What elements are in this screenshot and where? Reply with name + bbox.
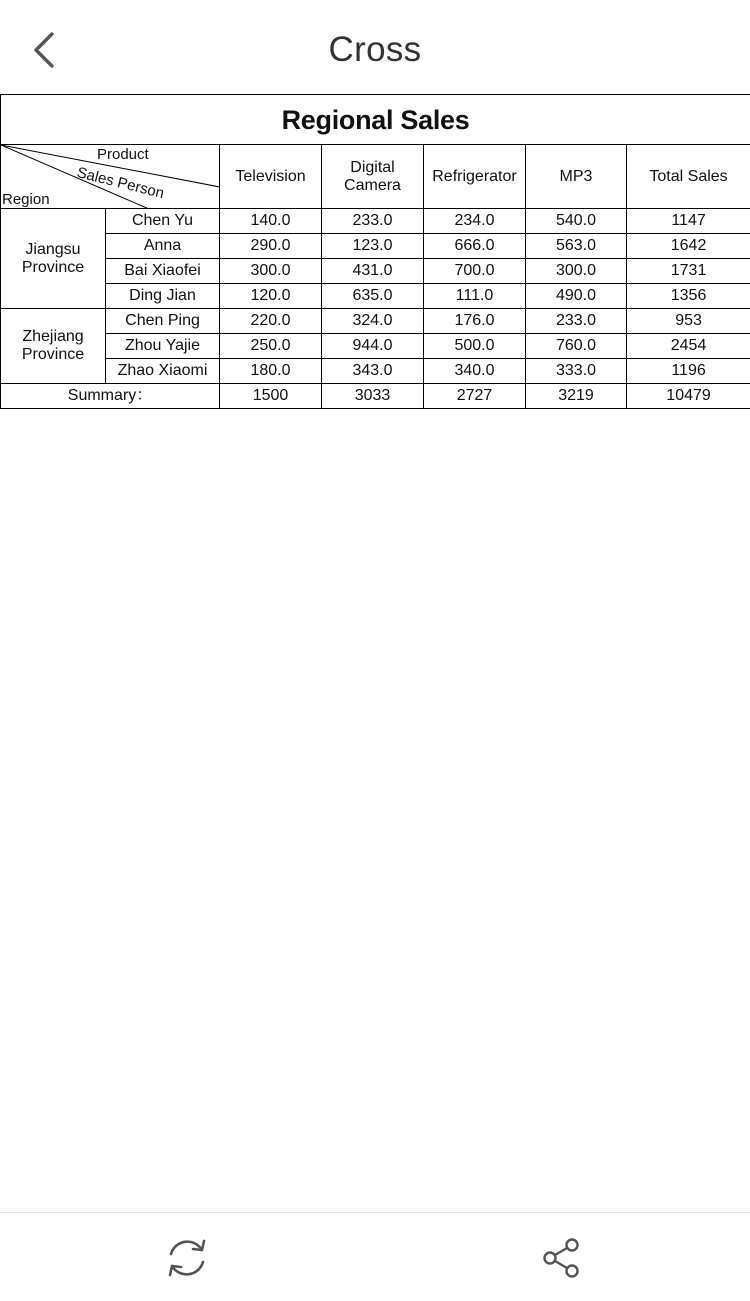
person-cell: Chen Ping <box>106 309 220 334</box>
col-header: Digital Camera <box>322 145 424 209</box>
value-cell: 540.0 <box>526 209 627 234</box>
person-cell: Zhao Xiaomi <box>106 359 220 384</box>
summary-cell: 1500 <box>220 384 322 409</box>
total-cell: 1356 <box>627 284 750 309</box>
refresh-button[interactable] <box>162 1233 212 1283</box>
col-header: Refrigerator <box>424 145 526 209</box>
total-cell: 953 <box>627 309 750 334</box>
value-cell: 250.0 <box>220 334 322 359</box>
value-cell: 140.0 <box>220 209 322 234</box>
value-cell: 233.0 <box>322 209 424 234</box>
value-cell: 490.0 <box>526 284 627 309</box>
value-cell: 635.0 <box>322 284 424 309</box>
value-cell: 944.0 <box>322 334 424 359</box>
person-cell: Chen Yu <box>106 209 220 234</box>
summary-row <box>1 384 750 409</box>
value-cell: 234.0 <box>424 209 526 234</box>
value-cell: 340.0 <box>424 359 526 384</box>
summary-cell: 10479 <box>627 384 750 409</box>
person-cell: Bai Xiaofei <box>106 259 220 284</box>
header-row <box>1 145 750 209</box>
value-cell: 300.0 <box>526 259 627 284</box>
col-header: Total Sales <box>627 145 750 209</box>
table-row <box>1 234 750 259</box>
person-cell: Anna <box>106 234 220 259</box>
value-cell: 300.0 <box>220 259 322 284</box>
corner-sales-person-label: Sales Person <box>75 165 165 201</box>
col-header: Television <box>220 145 322 209</box>
report-title: Regional Sales <box>1 95 750 145</box>
table-row <box>1 359 750 384</box>
summary-label: Summary： <box>1 384 220 409</box>
refresh-icon <box>162 1233 212 1283</box>
corner-header <box>1 145 220 209</box>
total-cell: 1196 <box>627 359 750 384</box>
summary-cell: 3219 <box>526 384 627 409</box>
nav-bar <box>0 0 750 94</box>
value-cell: 343.0 <box>322 359 424 384</box>
col-header: MP3 <box>526 145 627 209</box>
value-cell: 233.0 <box>526 309 627 334</box>
value-cell: 563.0 <box>526 234 627 259</box>
table-row <box>1 209 750 234</box>
summary-cell: 2727 <box>424 384 526 409</box>
person-cell: Ding Jian <box>106 284 220 309</box>
value-cell: 700.0 <box>424 259 526 284</box>
share-icon <box>536 1233 586 1283</box>
total-cell: 1642 <box>627 234 750 259</box>
table-row <box>1 284 750 309</box>
value-cell: 176.0 <box>424 309 526 334</box>
table-row <box>1 334 750 359</box>
value-cell: 333.0 <box>526 359 627 384</box>
total-cell: 1731 <box>627 259 750 284</box>
value-cell: 180.0 <box>220 359 322 384</box>
share-button[interactable] <box>536 1233 586 1283</box>
bottom-toolbar <box>0 1212 750 1301</box>
value-cell: 120.0 <box>220 284 322 309</box>
corner-region-label: Region <box>2 192 50 207</box>
value-cell: 500.0 <box>424 334 526 359</box>
value-cell: 220.0 <box>220 309 322 334</box>
page-title: Cross <box>0 30 750 70</box>
value-cell: 760.0 <box>526 334 627 359</box>
region-cell: Zhejiang Province <box>1 309 106 384</box>
total-cell: 2454 <box>627 334 750 359</box>
region-cell: Jiangsu Province <box>1 209 106 309</box>
value-cell: 123.0 <box>322 234 424 259</box>
value-cell: 290.0 <box>220 234 322 259</box>
summary-cell: 3033 <box>322 384 424 409</box>
corner-product-label: Product <box>97 147 149 162</box>
table-row <box>1 259 750 284</box>
person-cell: Zhou Yajie <box>106 334 220 359</box>
value-cell: 324.0 <box>322 309 424 334</box>
value-cell: 431.0 <box>322 259 424 284</box>
total-cell: 1147 <box>627 209 750 234</box>
report <box>0 94 750 409</box>
value-cell: 111.0 <box>424 284 526 309</box>
table-row <box>1 309 750 334</box>
cross-table <box>0 94 750 409</box>
value-cell: 666.0 <box>424 234 526 259</box>
